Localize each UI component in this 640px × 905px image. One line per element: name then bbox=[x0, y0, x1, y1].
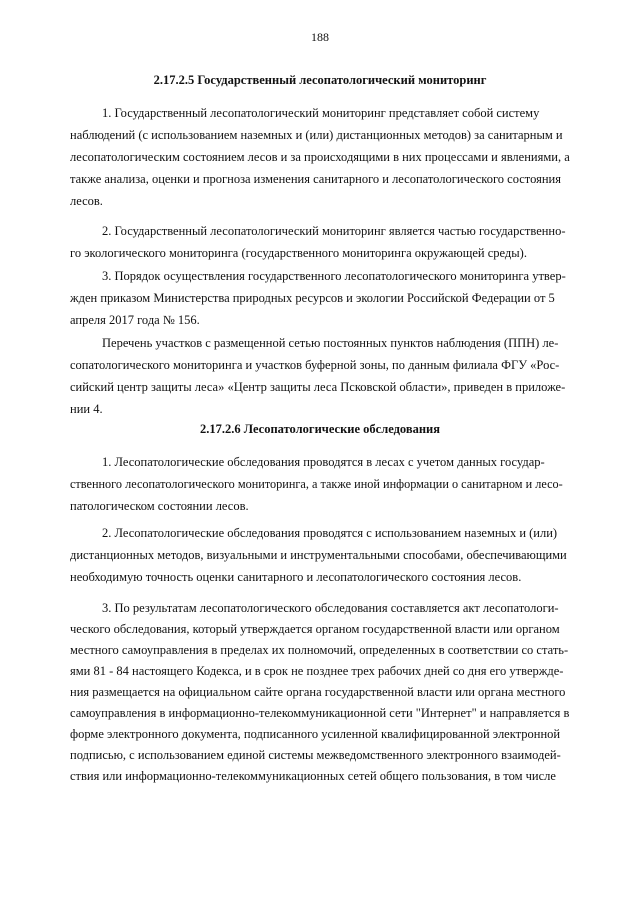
text-line: нии 4. bbox=[70, 402, 103, 416]
paragraph-surveys-2 bbox=[70, 522, 570, 588]
section-heading-monitoring: 2.17.2.5 Государственный лесопатологический мониторинг bbox=[153, 73, 487, 87]
text-line: патологическом состоянии лесов. bbox=[70, 499, 249, 513]
paragraph-monitoring-1 bbox=[70, 102, 570, 212]
text-line: ями 81 - 84 настоящего Кодекса, и в срок не позднее трех рабочих дней со дня его утвержде- bbox=[70, 664, 564, 678]
text-line: ческого обследования, который утверждается органом государственной власти или органом bbox=[70, 622, 560, 636]
text-line: подписью, с использованием единой системы межведомственного электронного взаимодей- bbox=[70, 748, 561, 762]
paragraph-monitoring-2 bbox=[70, 220, 570, 264]
text-line: сопатологического мониторинга и участков буферной зоны, по данным филиала ФГУ «Рос- bbox=[70, 358, 560, 372]
text-line: лесов. bbox=[70, 194, 103, 208]
text-line: наблюдений (с использованием наземных и (или) дистанционных методов) за санитарным и bbox=[70, 128, 563, 142]
text-line: 2. Государственный лесопатологический мониторинг является частью государственно- bbox=[102, 224, 566, 238]
text-line: дистанционных методов, визуальными и инструментальными способами, обеспечивающими bbox=[70, 548, 567, 562]
text-line: сийский центр защиты леса» «Центр защиты леса Псковской области», приведен в приложе- bbox=[70, 380, 566, 394]
text-line: апреля 2017 года № 156. bbox=[70, 313, 200, 327]
text-line: 3. Порядок осуществления государственного лесопатологического мониторинга утвер- bbox=[102, 269, 566, 283]
text-line: необходимую точность оценки санитарного и лесопатологического состояния лесов. bbox=[70, 570, 522, 584]
text-line: 2. Лесопатологические обследования проводятся с использованием наземных и (или) bbox=[102, 526, 558, 540]
page-number: 188 bbox=[311, 30, 329, 44]
text-line: самоуправления в информационно-телекоммуникационной сети "Интернет" и направляется в bbox=[70, 706, 570, 720]
paragraph-monitoring-4 bbox=[70, 332, 570, 420]
text-line: Перечень участков с размещенной сетью постоянных пунктов наблюдения (ППН) ле- bbox=[102, 336, 559, 350]
paragraph-surveys-3 bbox=[70, 598, 570, 787]
section-heading-surveys: 2.17.2.6 Лесопатологические обследования bbox=[199, 422, 441, 436]
text-line: 3. По результатам лесопатологического обследования составляется акт лесопатологи- bbox=[102, 601, 559, 615]
text-line: 1. Государственный лесопатологический мониторинг представляет собой систему bbox=[102, 106, 540, 120]
text-line: го экологического мониторинга (государственного мониторинга окружающей среды). bbox=[70, 246, 527, 260]
paragraph-surveys-1 bbox=[70, 451, 570, 517]
paragraph-monitoring-3 bbox=[70, 265, 570, 331]
text-line: 1. Лесопатологические обследования проводятся в лесах с учетом данных государ- bbox=[102, 455, 545, 469]
text-line: ственного лесопатологического мониторинга, а также иной информации о санитарном и лесо- bbox=[70, 477, 563, 491]
text-line: лесопатологическим состоянием лесов и за происходящими в них процессами и явлениями, а bbox=[70, 150, 570, 164]
text-line: также анализа, оценки и прогноза изменения санитарного и лесопатологического состояния bbox=[70, 172, 561, 186]
text-line: местного самоуправления в пределах их полномочий, определенных в соответствии со стать- bbox=[70, 643, 569, 657]
text-line: жден приказом Министерства природных ресурсов и экологии Российской Федерации от 5 bbox=[70, 291, 555, 305]
text-line: ствия или информационно-телекоммуникационных сетей общего пользования, в том числе bbox=[70, 769, 556, 783]
text-line: форме электронного документа, подписанного усиленной квалифицированной электронной bbox=[70, 727, 561, 741]
text-line: ния размещается на официальном сайте органа государственной власти или органа местного bbox=[70, 685, 566, 699]
